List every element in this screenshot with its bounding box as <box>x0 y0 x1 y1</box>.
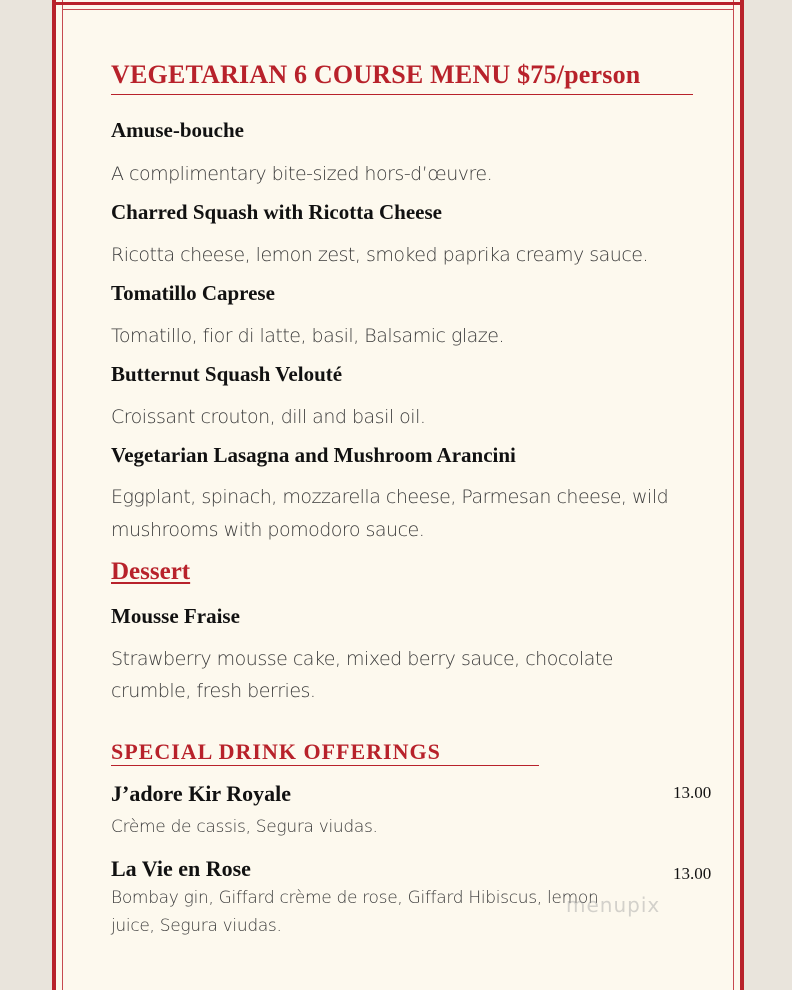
watermark: menupix <box>566 893 661 917</box>
dessert-description: crumble, fresh berries. <box>111 680 316 702</box>
title-underline <box>111 94 693 95</box>
course-name: Tomatillo Caprese <box>111 281 275 305</box>
dessert-heading: Dessert <box>111 558 191 585</box>
drink-price: 13.00 <box>673 864 712 883</box>
drink-price: 13.00 <box>673 783 712 802</box>
course-name: Butternut Squash Velouté <box>111 362 343 386</box>
course-description: Tomatillo, fior di latte, basil, Balsamic glaze. <box>111 325 504 347</box>
dessert-name: Mousse Fraise <box>111 604 240 628</box>
course-description: mushrooms with pomodoro sauce. <box>111 519 425 541</box>
drink-description: Bombay gin, Giffard crème de rose, Giffard Hibiscus, lemon <box>111 888 599 908</box>
drink-name: La Vie en Rose <box>111 856 251 881</box>
course-description: Eggplant, spinach, mozzarella cheese, Parmesan cheese, wild <box>111 486 669 508</box>
drink-description: juice, Segura viudas. <box>111 916 282 936</box>
course-name: Vegetarian Lasagna and Mushroom Arancini <box>111 443 516 467</box>
drink-name: J’adore Kir Royale <box>111 781 292 806</box>
course-name: Amuse-bouche <box>111 118 245 142</box>
course-description: Croissant crouton, dill and basil oil. <box>111 406 426 428</box>
menu-page <box>52 0 744 990</box>
top-border <box>56 2 740 5</box>
drinks-heading: SPECIAL DRINK OFFERINGS <box>111 739 441 764</box>
drinks-underline <box>111 765 539 766</box>
course-name: Charred Squash with Ricotta Cheese <box>111 200 442 224</box>
course-description: A complimentary bite-sized hors-d’œuvre. <box>111 163 493 185</box>
course-description: Ricotta cheese, lemon zest, smoked paprika creamy sauce. <box>111 244 649 266</box>
menu-title: VEGETARIAN 6 COURSE MENU $75/person <box>111 60 641 89</box>
dessert-description: Strawberry mousse cake, mixed berry sauce, chocolate <box>111 648 613 670</box>
top-border-inner <box>62 9 734 10</box>
drink-description: Crème de cassis, Segura viudas. <box>111 817 378 837</box>
